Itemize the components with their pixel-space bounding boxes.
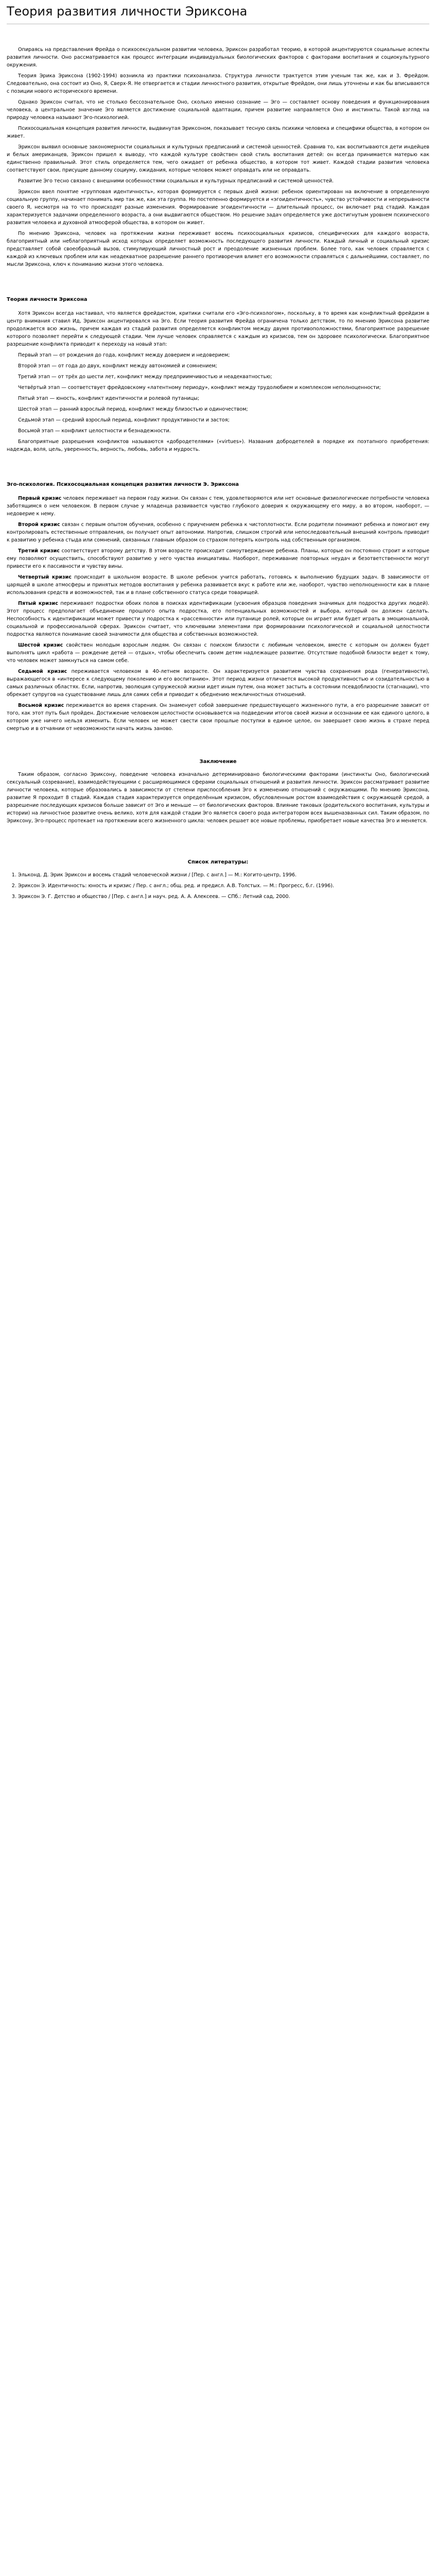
references-heading: Список литературы: — [187, 859, 249, 865]
section-paragraph: Благоприятные разрешения конфликтов называются «добродетелями» («virtues»). Названия добродетелей в порядке их поэтапного приобретения: надежда, воля, цель, уверенность, верность, любовь, забота и мудрость. — [7, 439, 429, 452]
section-paragraph: Хотя Эриксон всегда настаивал, что является фрейдистом, критики считали его «Эго-психологом», поскольку, в то время как конфликтный фрейдизм в центр внимания ставил Ид, Эриксон акцентировался на Эго. Если теория развития Фрейда ограничена только детством, то по мнению Эриксона развитие продолжается всю жизнь, причем каждая из стадий развития определяется конфликтом между двумя противоположностями, благоприятное разрешение которого позволяет перейти к следующей стадии. Чем лучше человек справляется с каждым из кризисов, тем он здоровее психологически. Благоприятное разрешение конфликта приводит к переходу на новый этап: — [7, 311, 429, 347]
conclusion-heading: Заключение — [199, 759, 237, 765]
crisis-paragraph — [7, 573, 429, 597]
crisis-text: свойствен молодым взрослым людям. Он связан с поиском близости с любимым человеком, вместе с которым он должен будет выполнять цикл «работа — рождение детей — отдых», чтобы обеспечить своим детям надлежащее развитие. Отсутствие подобной близости ведет к тому, что человек может замкнуться на самом себе. — [7, 642, 430, 664]
section-heading: Теория личности Эриксона — [7, 297, 88, 302]
intro-section — [7, 31, 429, 268]
intro-paragraph: Развитие Эго тесно связано с внешними особенностями социальных и культурных предписаний и системой ценностей. — [18, 178, 334, 184]
crisis-paragraph — [7, 521, 429, 544]
crisis-term: Первый кризис — [18, 496, 62, 501]
reference-item: 1. Эльконд. Д. Эрик Эриксон и восемь стадий человеческой жизни / [Пер. с англ.] — М.: Когито-центр, 1996. — [18, 871, 429, 879]
intro-paragraph: Психосоциальная концепция развития личности, выдвинутая Эриксоном, показывает тесную связь психики человека и специфики общества, в котором он живет. — [7, 126, 429, 139]
crisis-text: связан с первым опытом обучения, особенно с приучением ребенка к чистоплотности. Если родители понимают ребенка и помогают ему контролировать естественные отправления, он получает опыт автономии. Напротив, слишком строгий или непоследовательный внешний контроль приводит к развитию у ребенка стыда или сомнений, связанных главным образом со страхом потерять контроль над собственным организмом. — [7, 522, 429, 543]
stage-line: Пятый этап — юность, конфликт идентичности и ролевой путаницы; — [18, 396, 200, 401]
page-title: Теория развития личности Эриксона — [7, 4, 248, 19]
stage-line: Шестой этап — ранний взрослый период, конфликт между близостью и одиночеством; — [18, 406, 248, 412]
section-personality-theory — [7, 272, 429, 453]
crisis-term: Шестой кризис — [18, 642, 63, 648]
crisis-text: переживается во время старения. Он знаменует собой завершение предшествующего жизненного пути, а его разрешение зависит от того, как этот путь был пройден. Достижение человеком целостности основывается на подведении итогов своей жизни и осознании ее как единого целого, в котором уже ничего нельзя изменить. Если человек не может свести свои прошлые поступки в единое целое, он завершает свою жизнь в страхе перед смертью и в отчаянии от невозможности начать жизнь заново. — [7, 703, 429, 732]
intro-paragraph: Эриксон ввел понятие «групповая идентичность», которая формируется с первых дней жизни: ребенок ориентирован на включение в определенную социальную группу, начинает понимать мир так же, как эта группа. Но постепенно формируется и «эгоидентичность», чувство устойчивости и непрерывности своего Я, несмотря на то что происходят разные изменения. Формирование эгоидентичности — длительный процесс, он включает ряд стадий. Каждая характеризуется задачами определенного возраста, а они выдвигаются обществом. Но решение задач определяется уже достигнутым уровнем психического развития человека и духовной атмосферой общества, в котором он живет. — [7, 189, 429, 226]
stage-line: Первый этап — от рождения до года, конфликт между доверием и недоверием; — [18, 352, 230, 358]
stage-line: Третий этап — от трёх до шести лет, конфликт между предприимчивостью и неадекватностью; — [18, 374, 272, 380]
crisis-paragraph — [7, 600, 429, 638]
crisis-text: соответствует второму детству. В этом возрасте происходит самоутверждение ребенка. Планы, которые он постоянно строит и которые ему позволяют осуществить, способствуют развитию у него чувства инициативы. Наоборот, переживание повторных неудач и безответственности могут привести его к пассивности и чувству вины. — [7, 548, 429, 569]
references-list — [7, 871, 429, 901]
intro-paragraph: Эриксон выявил основные закономерности социальных и культурных предписаний и системой ценностей. Сравнив то, как воспитываются дети индейцев и белых американцев, Эриксон пришел к выводу, что каждой культуре свойствен свой стиль воспитания детей: он всегда принимается матерью как единственно правильный. Этот стиль определяется тем, чего ожидает от ребенка общество, в котором тот живет. Каждой стадии развития человека соответствуют свои, присущие данному социуму, ожидания, которые человек может оправдать или не оправдать. — [7, 144, 429, 173]
reference-item: 3. Эриксон Э. Г. Детство и общество / [Пер. с англ.] и науч. ред. А. А. Алексеев. — СПб.: Летний сад, 2000. — [18, 893, 429, 901]
crisis-paragraph — [7, 668, 429, 699]
section-ego-psychology — [7, 456, 429, 733]
section-conclusion — [7, 736, 429, 825]
section-heading: Эго-психология. Психосоциальная концепция развития личности Э. Эриксона — [7, 482, 239, 487]
page — [0, 4, 436, 901]
stage-line: Восьмой этап — конфликт целостности и безнадежности. — [18, 428, 171, 434]
crisis-text: происходит в школьном возрасте. В школе ребенок учится работать, готовясь к выполнению будущих задач. В зависимости от царящей в школе атмосферы и принятых методов воспитания у ребенка развивается вкус к работе или же, наоборот, чувство неполноценности как в плане использования средств и возможностей, так и в плане собственного статуса среди товарищей. — [7, 574, 429, 596]
crisis-term: Седьмой кризис — [18, 669, 67, 674]
crisis-paragraph — [7, 547, 429, 570]
crisis-term: Третий кризис — [18, 548, 60, 554]
intro-paragraph: Однако Эриксон считал, что не столько бессознательное Оно, сколько именно сознание — Эго — составляет основу поведения и функционирования человека, а центральное значение Эго является достижение социальной адаптации, причем развитие направляется Оно и инстинкты. Такой взгляд на природу человека называют Эго-психологией. — [7, 99, 429, 121]
intro-paragraph: Опираясь на представления Фрейда о психосексуальном развитии человека, Эриксон разработал теорию, в которой акцентируются социальные аспекты развития личности. Оно рассматривается как процесс интеграции индивидуальных биологических факторов с факторами воспитания и социокультурного окружения. — [7, 47, 429, 68]
crisis-term: Второй кризис — [18, 522, 60, 528]
crisis-paragraph — [7, 495, 429, 518]
stage-line: Четвёртый этап — соответствует фрейдовскому «латентному периоду», конфликт между трудолюбием и комплексом неполноценности; — [18, 385, 381, 391]
section-references — [7, 828, 429, 901]
crisis-paragraph — [7, 641, 429, 665]
crisis-term: Восьмой кризис — [18, 703, 64, 708]
crisis-term: Пятый кризис — [18, 601, 58, 606]
crisis-text: переживают подростки обоих полов в поисках идентификации (усвоения образцов поведения значимых для подростка других людей). Этот процесс предполагает объединение прошлого опыта подростка, его потенциальных возможностей и выбора, который он должен сделать. Неспособность к идентификации может привести у подростка к «рассеянности» или путанице ролей, которые он играет или будет играть в эмоциональной, социальной и профессиональной сферах. Эриксон считает, что ключевыми элементами при формировании психологической и социальной целостности подростка являются понимание своей значимости для общества и собственных возможностей. — [7, 601, 429, 637]
stage-line: Седьмой этап — средний взрослый период, конфликт продуктивности и застоя; — [18, 417, 230, 423]
crisis-term: Четвертый кризис — [18, 574, 72, 580]
reference-item: 2. Эриксон Э. Идентичность: юность и кризис / Пер. с англ.; общ. ред. и предисл. А.В. Толстых. — М.: Прогресс, б.г. (1996). — [18, 882, 429, 890]
crisis-text: человек переживает на первом году жизни. Он связан с тем, удовлетворяются или нет основные физиологические потребности человека заботящимся о нем человеком. В первом случае у младенца развивается чувство глубокого доверия к окружающему его миру, а во втором, наоборот, — недоверие к нему. — [7, 496, 429, 517]
intro-paragraph: Теория Эрика Эриксона (1902-1994) возникла из практики психоанализа. Структура личности трактуется этим ученым так же, как и 3. Фрейдом. Следовательно, она состоит из Оно, Я, Сверх-Я. Не отвергается и стадии личностного развития, открытые Фрейдом, они лишь уточнены и как бы вписываются с позиции нового исторического времени. — [7, 73, 429, 94]
conclusion-paragraph: Таким образом, согласно Эриксону, поведение человека изначально детерминировано биологическими факторами (инстинкты Оно, биологический сексуальный созревание), взаимодействующими с расширяющимися сферами социальных отношений и развития личности. Эриксон рассматривает развитие личности человека, которые образовались в зависимости от степени приспособления Эго к изменению отношений с окружающими. По мнению Эриксона, развитие Я проходит 8 стадий. Каждая стадия характеризуется определённым кризисом, обусловленным ростом взаимодействия с окружающей средой, а разрешение последующих кризисов больше зависит от Эго и меньше — от биологических факторов. Влияние таковых (родительского воспитания, культуры и истории) на личностное развитие очень велико, хотя для каждой стадии Эго является своего рода интегратором всех вышеназванных сил. Таким образом, по Эриксону, Эго-процесс протекает на протяжении всего жизненного цикла: человек решает все новые проблемы, приобретает новые качества Эго и меняется. — [7, 772, 429, 824]
intro-paragraph: По мнению Эриксона, человек на протяжении жизни переживает восемь психосоциальных кризисов, специфических для каждого возраста, благоприятный или неблагоприятный исход которых определяет возможность последующего развития личности. Каждый личный и социальный кризис представляет собой своеобразный вызов, стимулирующий личностный рост и преодоление жизненных проблем. Более того, как человек справляется с каждой из ключевых проблем или как неадекватное разрешение раннего противоречия влияет его возможности справляться с дальнейшими, составляет, по мысли Эриксона, ключ к пониманию жизни этого человека. — [7, 231, 429, 267]
stage-line: Второй этап — от года до двух, конфликт между автономией и сомнением; — [18, 363, 217, 369]
crisis-text: переживается человеком в 40-летнем возрасте. Он характеризуется развитием чувства сохранения рода (генеративности), выражающегося в «интересе к следующему поколению и его воспитанию». Этот период жизни отличается высокой продуктивностью и созидательностью в самых различных областях. Если, напротив, эволюция супружеской жизни идет иным путем, она может застыть в состоянии псевдоблизости (стагнации), что обрекает супругов на существование лишь для самих себя и приводит к обеднению межличностных отношений. — [7, 669, 429, 698]
crisis-paragraph — [7, 702, 429, 733]
